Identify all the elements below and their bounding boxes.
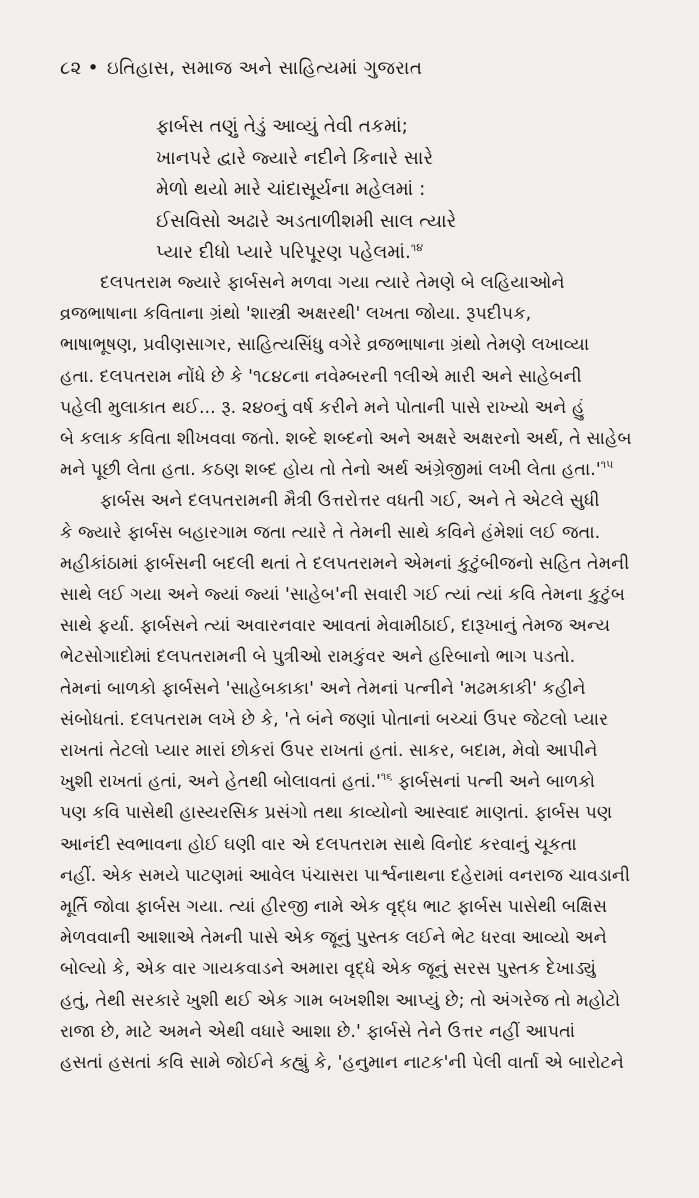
paragraph-line: પહેલી મુલાકાત થઈ... રૂ. ૨૪૦નું વર્ષ કરીને મને પોતાની પાસે રાખ્યો અને હું: [60, 397, 585, 418]
paragraph-line: કે જ્યારે ફાર્બસ બહારગામ જતા ત્યારે તે તેમની સાથે કવિને હંમેશાં લઈ જતા.: [60, 522, 601, 543]
paragraph-line: રાજા છે, માટે અમને એથી વધારે આશા છે.' ફાર્બસે તેને ઉત્તર નહીં આપતાં: [60, 1021, 576, 1042]
page-number: ૮૨: [60, 58, 82, 79]
book-title: ઇતિહાસ, સમાજ અને સાહિત્યમાં ગુજરાત: [106, 58, 423, 79]
paragraph-line: વ્રજભાષાના કવિતાના ગ્રંથો 'શાસ્ત્રી અક્ષરથી' લખતા જોયા. રૂપદીપક,: [60, 304, 532, 325]
paragraph-line-text: ખુશી રાખતાં હતાં, અને હેતથી બોલાવતાં હતાં.': [60, 772, 381, 793]
paragraph-line: ભાષાભૂષણ, પ્રવીણસાગર, સાહિત્યસિંધુ વગેરે વ્રજભાષાના ગ્રંથો તેમણે લખાવ્યા: [60, 335, 590, 356]
paragraph-line: બોલ્યો કે, એક વાર ગાયકવાડને અમારા વૃદ્ધે એક જૂનું સરસ પુસ્તક દેખાડ્યું: [60, 959, 597, 980]
paragraph-line: સંબોધતાં. દલપતરામ લખે છે કે, 'તે બંને જણાં પોતાનાં બચ્ચાં ઉપર જેટલો પ્યાર: [60, 709, 609, 730]
header-bullet: •: [87, 58, 99, 79]
paragraph-line: ભેટસોગાદોમાં દલપતરામની બે પુત્રીઓ રામકુંવર અને હરિબાનો ભાગ પડતો.: [60, 647, 576, 668]
paragraph-line: હતું, તેથી સરકારે ખુશી થઈ એક ગામ બખશીશ આપ્યું છે; તો અંગરેજ તો મહોટો: [60, 990, 621, 1011]
poem-line: ખાનપરે દ્વારે જ્યારે નદીને કિનારે સારે: [156, 147, 434, 169]
paragraph-line-with-footnote: [60, 767, 658, 798]
paragraph-line-last: [60, 455, 658, 486]
paragraph-line: દલપતરામ જ્યારે ફાર્બસને મળવા ગયા ત્યારે તેમણે બે લહિયાઓને: [100, 273, 565, 293]
poem-line: ફાર્બસ તણું તેડું આવ્યું તેવી તકમાં;: [156, 116, 408, 137]
poem-line: ઈસવિસો અઢારે અડતાળીશમી સાલ ત્યારે: [156, 210, 457, 232]
footnote-marker: ૧૪: [410, 240, 424, 254]
poem-line-text: પ્યાર દીધો પ્યારે પરિપૂરણ પહેલમાં.: [156, 242, 411, 263]
paragraph-line: બે કલાક કવિતા શીખવવા જતો. શબ્દે શબ્દનો અને અક્ષરે અક્ષરનો અર્થ, તે સાહેબ: [60, 429, 632, 450]
paragraph-line: નહીં. એક સમયે પાટણમાં આવેલ પંચાસરા પાર્શ્વનાથના દહેરામાં વનરાજ ચાવડાની: [60, 865, 631, 886]
poem-line-last: [156, 237, 456, 269]
paragraph-line: હતા. દલપતરામ નોંધે છે કે '૧૮૪૮ના નવેમ્બરની ૧લીએ મારી અને સાહેબની: [60, 366, 582, 387]
paragraph-line: સાથે ફર્યા. ફાર્બસને ત્યાં અવારનવાર આવતાં મેવામીઠાઈ, દારૂખાનું તેમજ અન્ય: [60, 616, 611, 637]
paragraph-line: મેળવવાની આશાએ તેમની પાસે એક જૂનું પુસ્તક લઈને ભેટ ધરવા આવ્યો અને: [60, 928, 607, 949]
footnote-marker: ૧૫: [600, 458, 614, 472]
poem-block: [156, 111, 456, 269]
footnote-marker: ૧૬: [380, 770, 393, 784]
paragraph-line: તેમનાં બાળકો ફાર્બસને 'સાહેબકાકા' અને તેમનાં પત્નીને 'મઢમકાકી' કહીને: [60, 678, 586, 699]
paragraph-line: હસતાં હસતાં કવિ સામે જોઈને કહ્યું કે, 'હનુમાન નાટક'ની પેલી વાર્તા એ બારોટને: [60, 1053, 624, 1074]
paragraph-line: આનંદી સ્વભાવના હોઈ ઘણી વાર એ દલપતરામ સાથે વિનોદ કરવાનું ચૂકતા: [60, 834, 577, 855]
poem-line: મેળો થયો મારે ચાંદાસૂર્યના મહેલમાં :: [156, 179, 426, 200]
paragraph-line: પણ કવિ પાસેથી હાસ્યરસિક પ્રસંગો તથા કાવ્યોનો આસ્વાદ માણતાં. ફાર્બસ પણ: [60, 803, 613, 824]
page-header: [60, 58, 422, 79]
paragraph-line: મૂર્તિ જોવા ફાર્બસ ગયા. ત્યાં હીરજી નામે એક વૃદ્ધ ભાટ ફાર્બસ પાસેથી બક્ષિસ: [60, 897, 608, 918]
body-text: [60, 268, 658, 1079]
paragraph-line: સાથે લઈ ગયા અને જ્યાં જ્યાં 'સાહેબ'ની સવારી ગઈ ત્યાં ત્યાં કવિ તેમના કુટુંબ: [60, 585, 626, 606]
paragraph-line-text: મને પૂછી લેતા હતા. કઠણ શબ્દ હોય તો તેનો અર્થ અંગ્રેજીમાં લખી લેતા હતા.': [60, 460, 601, 481]
paragraph-line-text: ફાર્બસનાં પત્ની અને બાળકો: [392, 772, 596, 793]
paragraph-line: રાખતાં તેટલો પ્યાર મારાં છોકરાં ઉપર રાખતાં હતાં. સાકર, બદામ, મેવો આપીને: [60, 741, 598, 762]
paragraph-line: મહીકાંઠામાં ફાર્બસની બદલી થતાં તે દલપતરામને એમનાં કુટુંબીજનો સહિત તેમની: [60, 553, 630, 574]
paragraph-line: ફાર્બસ અને દલપતરામની મૈત્રી ઉત્તરોત્તર વધતી ગઈ, અને તે એટલે સુધી: [100, 491, 600, 512]
